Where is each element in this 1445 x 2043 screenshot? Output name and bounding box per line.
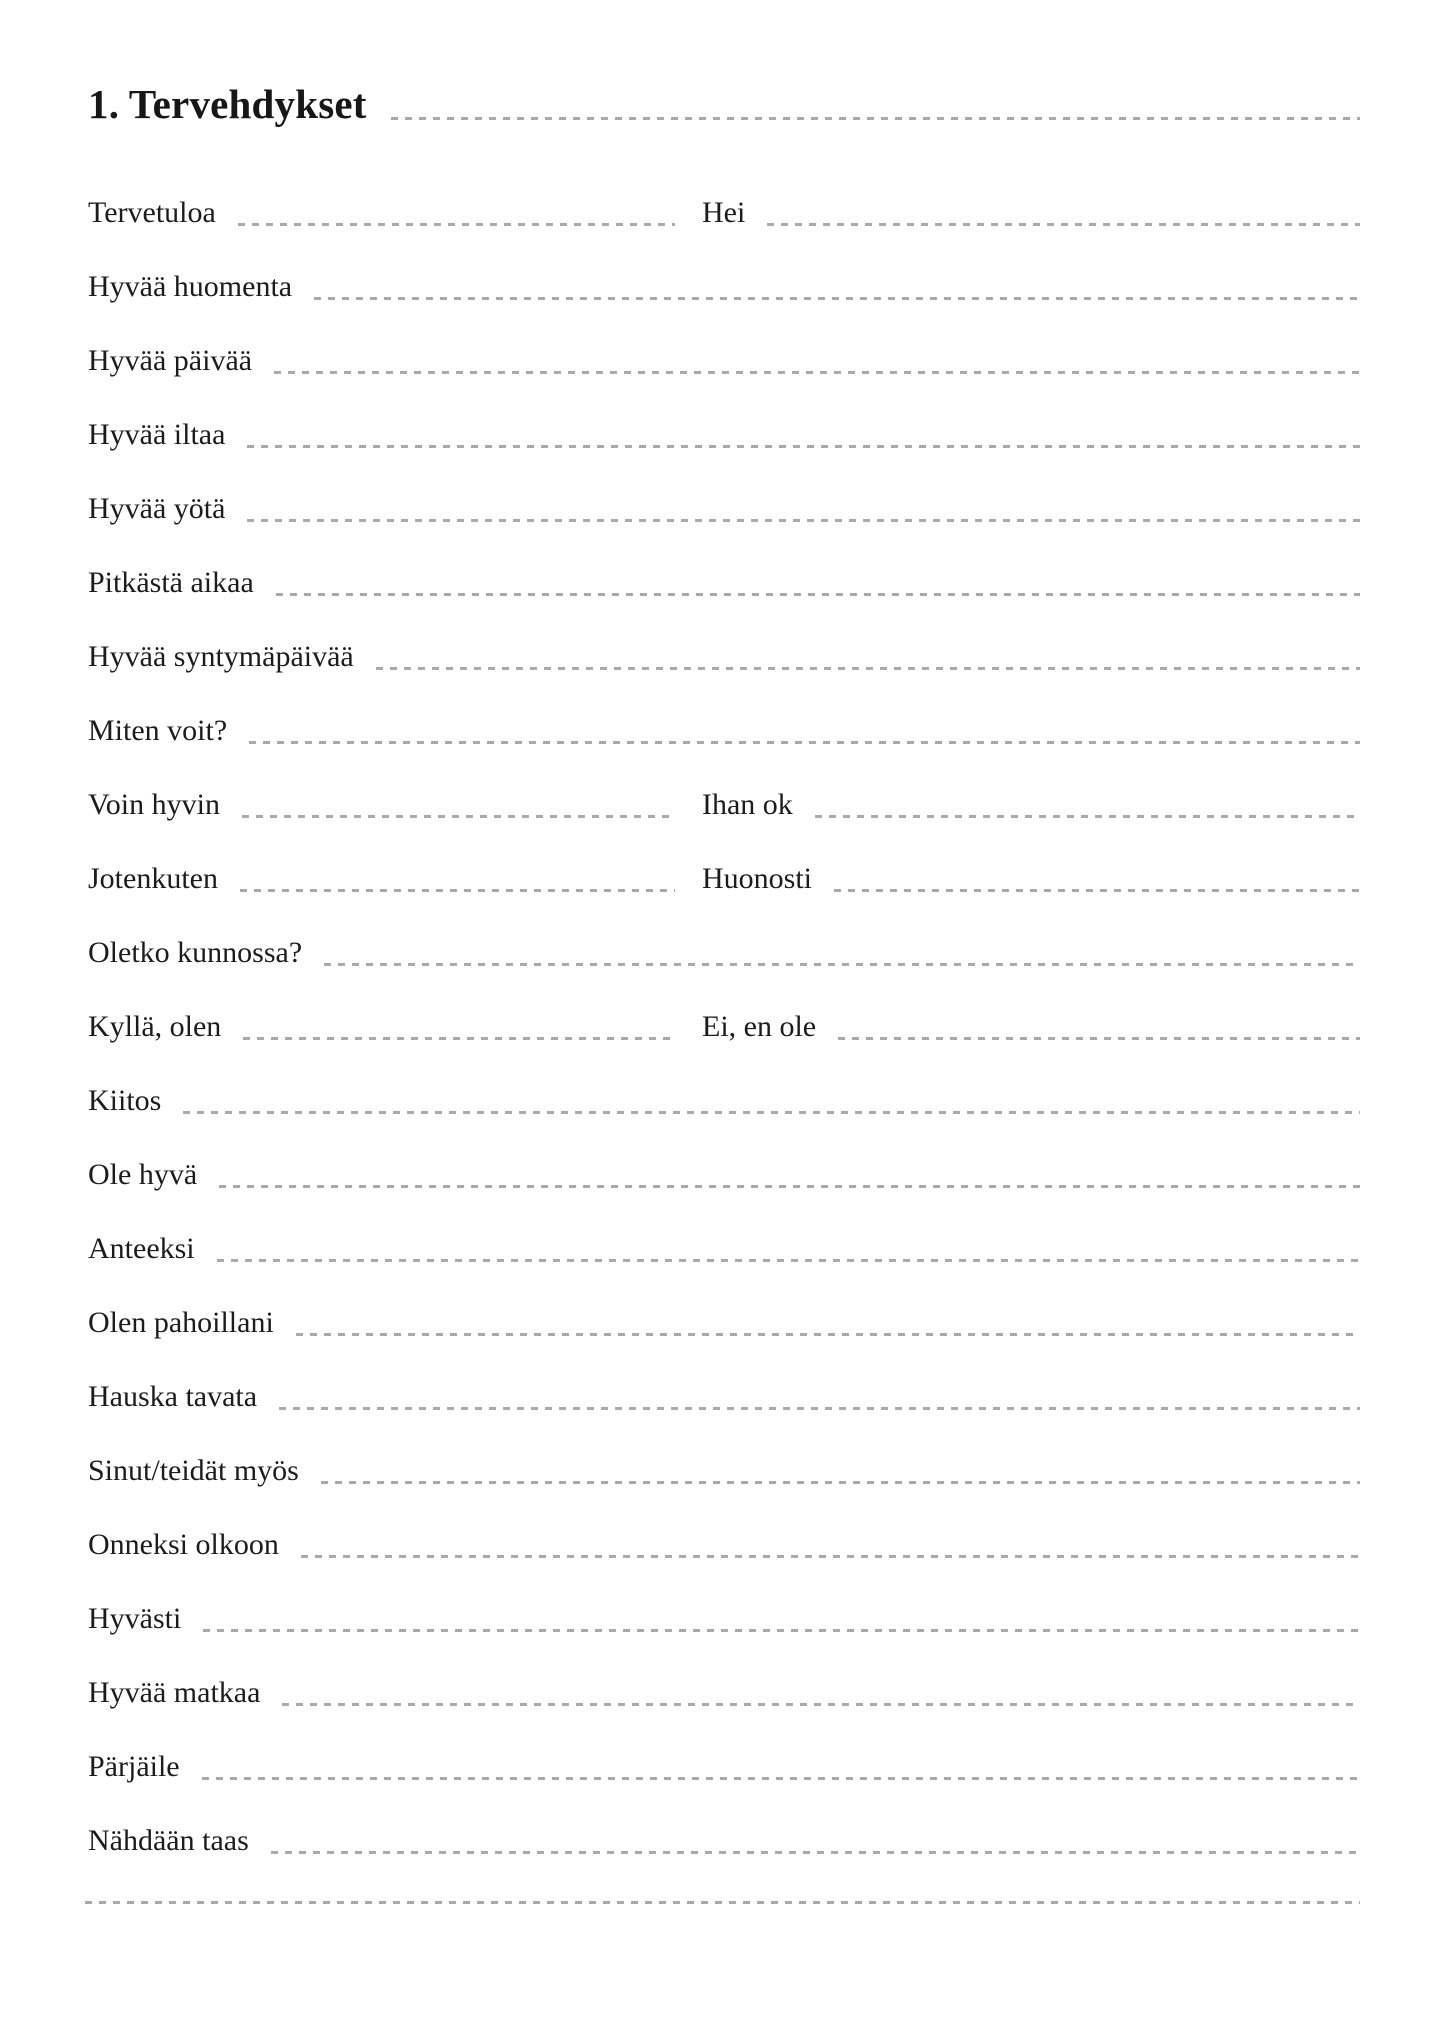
phrase-label-left: Hyvää syntymäpäivää [88,640,354,674]
answer-line [314,297,1360,300]
phrase-row [88,970,1360,1044]
phrase-row [88,304,1360,378]
phrase-label-left: Kyllä, olen [88,1010,222,1044]
answer-line [282,1703,1360,1706]
answer-line [296,1333,1360,1336]
phrase-label-left: Hyvää matkaa [88,1676,261,1710]
phrase-label-right: Ihan ok [702,788,793,822]
phrase-label-left: Kiitos [88,1084,162,1118]
phrase-row [88,674,1360,748]
phrase-cell-left [88,344,1360,378]
answer-line [376,667,1360,670]
phrase-cell-right [702,862,1360,896]
answer-line [242,815,675,818]
phrase-row [88,230,1360,304]
phrase-cell-right [702,196,1360,230]
phrase-row [88,600,1360,674]
phrase-row [88,1488,1360,1562]
phrase-cell-right [702,788,1360,822]
answer-line [238,223,675,226]
answer-line [276,593,1360,596]
section-title-row [88,82,1360,127]
phrase-row [88,748,1360,822]
phrase-label-left: Pärjäile [88,1750,180,1784]
phrase-cell-left [88,1824,1360,1858]
phrase-row [88,1044,1360,1118]
phrase-cell-left [88,1306,1360,1340]
phrase-row [88,1192,1360,1266]
title-fill-line [391,117,1360,120]
phrase-cell-left [88,936,1360,970]
phrase-label-right: Ei, en ole [702,1010,817,1044]
phrase-label-left: Voin hyvin [88,788,220,822]
answer-line [324,963,1360,966]
phrase-cell-right [702,1010,1360,1044]
answer-line [243,1037,675,1040]
phrase-cell-left [88,1084,1360,1118]
answer-line [247,519,1360,522]
phrase-label-right: Hei [702,196,746,230]
phrase-cell-left [88,196,675,230]
phrase-label-left: Pitkästä aikaa [88,566,254,600]
phrase-row [88,378,1360,452]
page-title: 1. Tervehdykset [88,81,367,127]
phrase-label-left: Hyvää iltaa [88,418,226,452]
phrase-list [88,156,1360,1858]
phrase-cell-left [88,862,675,896]
phrase-cell-left [88,1158,1360,1192]
phrase-row [88,1340,1360,1414]
phrase-row [88,452,1360,526]
phrase-cell-left [88,492,1360,526]
phrase-cell-left [88,714,1360,748]
phrase-label-left: Anteeksi [88,1232,195,1266]
phrase-label-left: Hyvää huomenta [88,270,293,304]
phrase-label-left: Sinut/teidät myös [88,1454,299,1488]
answer-line [249,741,1360,744]
answer-line [217,1259,1360,1262]
phrase-row [88,1636,1360,1710]
phrase-row [88,1118,1360,1192]
phrase-row [88,1562,1360,1636]
phrase-cell-left [88,1528,1360,1562]
answer-line [838,1037,1360,1040]
phrase-cell-left [88,1454,1360,1488]
phrase-row [88,526,1360,600]
phrase-row [88,1266,1360,1340]
phrase-label-left: Oletko kunnossa? [88,936,303,970]
phrase-label-left: Hauska tavata [88,1380,258,1414]
answer-line [271,1851,1360,1854]
phrase-label-left: Hyvästi [88,1602,182,1636]
phrase-cell-left [88,418,1360,452]
phrase-row [88,156,1360,230]
phrase-cell-left [88,1750,1360,1784]
phrase-label-right: Huonosti [702,862,813,896]
answer-line [815,815,1360,818]
phrase-label-left: Nähdään taas [88,1824,249,1858]
phrase-cell-left [88,1380,1360,1414]
phrase-row [88,896,1360,970]
phrase-row [88,1414,1360,1488]
answer-line [183,1111,1360,1114]
answer-line [301,1555,1360,1558]
phrase-label-left: Hyvää päivää [88,344,253,378]
phrase-cell-left [88,788,675,822]
phrase-label-left: Hyvää yötä [88,492,226,526]
answer-line [321,1481,1360,1484]
answer-line [219,1185,1360,1188]
answer-line [767,223,1360,226]
answer-line [203,1629,1360,1632]
answer-line [202,1777,1360,1780]
phrase-label-left: Olen pahoillani [88,1306,274,1340]
phrase-cell-left [88,1676,1360,1710]
phrase-label-left: Onneksi olkoon [88,1528,279,1562]
answer-line [274,371,1360,374]
phrase-row [88,1710,1360,1784]
phrase-cell-left [88,566,1360,600]
phrase-label-left: Tervetuloa [88,196,216,230]
phrase-label-left: Ole hyvä [88,1158,198,1192]
answer-line [279,1407,1360,1410]
phrase-row [88,822,1360,896]
phrase-label-left: Jotenkuten [88,862,218,896]
phrase-cell-left [88,1010,675,1044]
phrase-row [88,1784,1360,1858]
answer-line [247,445,1360,448]
phrase-cell-left [88,1602,1360,1636]
answer-line [240,889,675,892]
phrase-label-left: Miten voit? [88,714,228,748]
phrase-cell-left [88,640,1360,674]
phrase-cell-left [88,1232,1360,1266]
phrase-cell-left [88,270,1360,304]
footer-fill-line [85,1901,1360,1904]
answer-line [834,889,1360,892]
